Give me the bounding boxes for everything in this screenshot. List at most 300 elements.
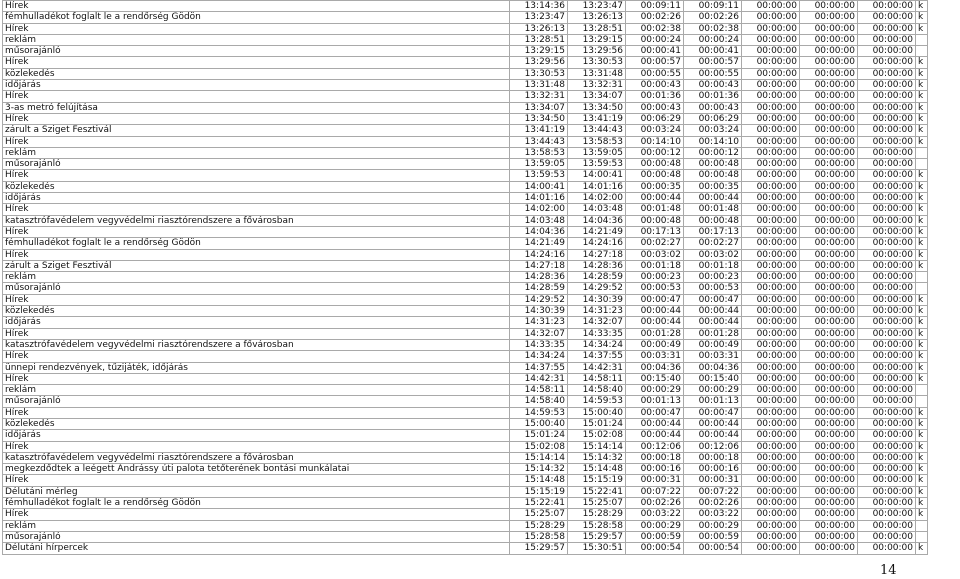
- cell-time-col-8: 00:00:00: [858, 204, 916, 215]
- cell-time-col-7: 00:00:00: [800, 520, 858, 531]
- cell-time-col-7: 00:00:00: [800, 351, 858, 362]
- cell-program-title: katasztrófavédelem vegyvédelmi riasztórendszere a fővárosban: [3, 215, 510, 226]
- cell-time-col-6: 00:00:00: [742, 12, 800, 23]
- table-row: [3, 475, 928, 486]
- cell-start-time: 14:58:11: [510, 385, 568, 396]
- cell-time-col-6: 00:00:00: [742, 215, 800, 226]
- cell-program-title: közlekedés: [3, 68, 510, 79]
- cell-duration: 00:03:22: [626, 509, 684, 520]
- table-row: [3, 498, 928, 509]
- cell-program-title: Hírek: [3, 91, 510, 102]
- cell-end-time: 13:29:15: [568, 34, 626, 45]
- cell-time-col-8: 00:00:00: [858, 317, 916, 328]
- cell-flag: k: [916, 181, 928, 192]
- cell-time-col-6: 00:00:00: [742, 441, 800, 452]
- cell-time-col-8: 00:00:00: [858, 80, 916, 91]
- cell-duration-2: 00:00:35: [684, 181, 742, 192]
- cell-duration: 00:00:55: [626, 68, 684, 79]
- cell-program-title: fémhulladékot foglalt le a rendőrség Gödön: [3, 238, 510, 249]
- cell-start-time: 13:14:36: [510, 1, 568, 12]
- table-row: [3, 215, 928, 226]
- table-row: [3, 418, 928, 429]
- cell-start-time: 15:01:24: [510, 430, 568, 441]
- cell-time-col-8: 00:00:00: [858, 418, 916, 429]
- cell-start-time: 14:28:36: [510, 272, 568, 283]
- cell-duration-2: 00:00:49: [684, 339, 742, 350]
- cell-start-time: 14:04:36: [510, 226, 568, 237]
- cell-time-col-8: 00:00:00: [858, 136, 916, 147]
- broadcast-log-table: [2, 0, 928, 555]
- cell-time-col-8: 00:00:00: [858, 260, 916, 271]
- cell-program-title: közlekedés: [3, 306, 510, 317]
- cell-start-time: 13:31:48: [510, 80, 568, 91]
- cell-flag: [916, 272, 928, 283]
- cell-time-col-7: 00:00:00: [800, 136, 858, 147]
- cell-end-time: 15:28:29: [568, 509, 626, 520]
- table-row: [3, 204, 928, 215]
- cell-time-col-6: 00:00:00: [742, 113, 800, 124]
- cell-time-col-6: 00:00:00: [742, 34, 800, 45]
- cell-time-col-8: 00:00:00: [858, 328, 916, 339]
- cell-duration-2: 00:02:27: [684, 238, 742, 249]
- cell-flag: k: [916, 125, 928, 136]
- cell-duration: 00:00:41: [626, 46, 684, 57]
- cell-time-col-8: 00:00:00: [858, 57, 916, 68]
- cell-flag: k: [916, 113, 928, 124]
- cell-time-col-8: 00:00:00: [858, 339, 916, 350]
- cell-program-title: Hírek: [3, 170, 510, 181]
- table-body: [3, 1, 928, 555]
- table-row: [3, 80, 928, 91]
- cell-end-time: 14:01:16: [568, 181, 626, 192]
- cell-program-title: katasztrófavédelem vegyvédelmi riasztórendszere a fővárosban: [3, 339, 510, 350]
- cell-time-col-8: 00:00:00: [858, 249, 916, 260]
- cell-flag: k: [916, 441, 928, 452]
- cell-duration: 00:00:53: [626, 283, 684, 294]
- cell-time-col-8: 00:00:00: [858, 226, 916, 237]
- cell-flag: k: [916, 509, 928, 520]
- cell-time-col-8: 00:00:00: [858, 430, 916, 441]
- cell-duration-2: 00:00:44: [684, 430, 742, 441]
- cell-end-time: 15:28:58: [568, 520, 626, 531]
- cell-program-title: katasztrófavédelem vegyvédelmi riasztórendszere a fővárosban: [3, 452, 510, 463]
- cell-duration-2: 00:01:18: [684, 260, 742, 271]
- cell-duration-2: 00:00:29: [684, 385, 742, 396]
- cell-flag: [916, 396, 928, 407]
- cell-end-time: 14:34:24: [568, 339, 626, 350]
- cell-program-title: műsorajánló: [3, 46, 510, 57]
- cell-flag: k: [916, 249, 928, 260]
- cell-start-time: 13:59:05: [510, 159, 568, 170]
- cell-flag: k: [916, 170, 928, 181]
- cell-time-col-7: 00:00:00: [800, 102, 858, 113]
- cell-flag: k: [916, 351, 928, 362]
- cell-time-col-8: 00:00:00: [858, 159, 916, 170]
- cell-time-col-6: 00:00:00: [742, 147, 800, 158]
- cell-program-title: Hírek: [3, 351, 510, 362]
- cell-duration: 00:07:22: [626, 486, 684, 497]
- table-row: [3, 373, 928, 384]
- cell-time-col-7: 00:00:00: [800, 430, 858, 441]
- cell-duration: 00:02:26: [626, 498, 684, 509]
- cell-program-title: reklám: [3, 272, 510, 283]
- cell-duration: 00:00:35: [626, 181, 684, 192]
- cell-program-title: Hírek: [3, 328, 510, 339]
- cell-time-col-7: 00:00:00: [800, 328, 858, 339]
- cell-program-title: Hírek: [3, 441, 510, 452]
- table-row: [3, 283, 928, 294]
- table-row: [3, 294, 928, 305]
- cell-end-time: 15:14:14: [568, 441, 626, 452]
- cell-end-time: 13:34:50: [568, 102, 626, 113]
- cell-time-col-6: 00:00:00: [742, 464, 800, 475]
- cell-duration: 00:01:28: [626, 328, 684, 339]
- cell-time-col-7: 00:00:00: [800, 306, 858, 317]
- cell-time-col-7: 00:00:00: [800, 294, 858, 305]
- cell-flag: k: [916, 317, 928, 328]
- cell-start-time: 15:29:57: [510, 543, 568, 554]
- cell-time-col-7: 00:00:00: [800, 12, 858, 23]
- cell-end-time: 14:33:35: [568, 328, 626, 339]
- cell-time-col-6: 00:00:00: [742, 226, 800, 237]
- cell-flag: k: [916, 294, 928, 305]
- cell-duration-2: 00:03:31: [684, 351, 742, 362]
- cell-time-col-7: 00:00:00: [800, 91, 858, 102]
- cell-time-col-8: 00:00:00: [858, 12, 916, 23]
- cell-time-col-6: 00:00:00: [742, 317, 800, 328]
- cell-start-time: 13:29:56: [510, 57, 568, 68]
- page-number: 14: [880, 563, 897, 578]
- cell-start-time: 15:14:32: [510, 464, 568, 475]
- cell-time-col-6: 00:00:00: [742, 531, 800, 542]
- cell-duration-2: 00:00:47: [684, 294, 742, 305]
- table-row: [3, 23, 928, 34]
- cell-duration-2: 00:00:47: [684, 407, 742, 418]
- cell-duration-2: 00:00:59: [684, 531, 742, 542]
- cell-flag: k: [916, 464, 928, 475]
- cell-flag: k: [916, 339, 928, 350]
- cell-flag: k: [916, 543, 928, 554]
- cell-program-title: Hírek: [3, 113, 510, 124]
- table-row: [3, 351, 928, 362]
- cell-duration: 00:00:57: [626, 57, 684, 68]
- table-row: [3, 46, 928, 57]
- cell-duration: 00:00:47: [626, 294, 684, 305]
- cell-duration: 00:02:26: [626, 12, 684, 23]
- cell-program-title: ünnepi rendezvények, tűzijáték, időjárás: [3, 362, 510, 373]
- cell-time-col-6: 00:00:00: [742, 362, 800, 373]
- table-row: [3, 12, 928, 23]
- cell-time-col-8: 00:00:00: [858, 113, 916, 124]
- table-row: [3, 339, 928, 350]
- cell-time-col-7: 00:00:00: [800, 373, 858, 384]
- cell-end-time: 14:29:52: [568, 283, 626, 294]
- cell-flag: k: [916, 430, 928, 441]
- cell-flag: k: [916, 486, 928, 497]
- cell-time-col-8: 00:00:00: [858, 294, 916, 305]
- cell-start-time: 15:00:40: [510, 418, 568, 429]
- cell-start-time: 14:42:31: [510, 373, 568, 384]
- cell-start-time: 14:30:39: [510, 306, 568, 317]
- cell-end-time: 14:24:16: [568, 238, 626, 249]
- cell-time-col-7: 00:00:00: [800, 68, 858, 79]
- cell-duration: 00:00:31: [626, 475, 684, 486]
- table-row: [3, 317, 928, 328]
- cell-duration-2: 00:00:55: [684, 68, 742, 79]
- cell-program-title: megkezdődtek a leégett Andrássy úti palota tetőterének bontási munkálatai: [3, 464, 510, 475]
- cell-time-col-6: 00:00:00: [742, 520, 800, 531]
- cell-time-col-6: 00:00:00: [742, 260, 800, 271]
- cell-program-title: Hírek: [3, 249, 510, 260]
- cell-start-time: 15:14:48: [510, 475, 568, 486]
- cell-time-col-7: 00:00:00: [800, 125, 858, 136]
- cell-program-title: időjárás: [3, 430, 510, 441]
- cell-time-col-7: 00:00:00: [800, 531, 858, 542]
- cell-flag: k: [916, 57, 928, 68]
- cell-flag: [916, 46, 928, 57]
- cell-duration-2: 00:00:48: [684, 159, 742, 170]
- cell-start-time: 14:34:24: [510, 351, 568, 362]
- cell-end-time: 14:28:59: [568, 272, 626, 283]
- cell-flag: k: [916, 12, 928, 23]
- table-row: [3, 509, 928, 520]
- cell-end-time: 13:34:07: [568, 91, 626, 102]
- cell-duration-2: 00:15:40: [684, 373, 742, 384]
- table-row: [3, 68, 928, 79]
- cell-duration: 00:01:13: [626, 396, 684, 407]
- cell-program-title: Hírek: [3, 226, 510, 237]
- cell-time-col-8: 00:00:00: [858, 238, 916, 249]
- cell-time-col-8: 00:00:00: [858, 486, 916, 497]
- cell-duration-2: 00:01:48: [684, 204, 742, 215]
- cell-flag: k: [916, 226, 928, 237]
- cell-time-col-7: 00:00:00: [800, 452, 858, 463]
- cell-flag: [916, 531, 928, 542]
- cell-time-col-6: 00:00:00: [742, 430, 800, 441]
- cell-duration: 00:00:44: [626, 306, 684, 317]
- cell-start-time: 14:03:48: [510, 215, 568, 226]
- cell-duration-2: 00:17:13: [684, 226, 742, 237]
- cell-duration-2: 00:00:16: [684, 464, 742, 475]
- cell-start-time: 13:58:53: [510, 147, 568, 158]
- cell-start-time: 13:59:53: [510, 170, 568, 181]
- table-row: [3, 57, 928, 68]
- cell-program-title: reklám: [3, 520, 510, 531]
- cell-time-col-6: 00:00:00: [742, 294, 800, 305]
- cell-end-time: 13:59:05: [568, 147, 626, 158]
- cell-duration-2: 00:00:31: [684, 475, 742, 486]
- cell-time-col-8: 00:00:00: [858, 147, 916, 158]
- cell-time-col-6: 00:00:00: [742, 272, 800, 283]
- cell-start-time: 14:58:40: [510, 396, 568, 407]
- cell-program-title: Hírek: [3, 294, 510, 305]
- cell-program-title: reklám: [3, 385, 510, 396]
- cell-duration-2: 00:02:26: [684, 498, 742, 509]
- cell-end-time: 15:01:24: [568, 418, 626, 429]
- cell-end-time: 15:14:48: [568, 464, 626, 475]
- cell-duration-2: 00:03:24: [684, 125, 742, 136]
- cell-time-col-6: 00:00:00: [742, 170, 800, 181]
- cell-duration-2: 00:00:12: [684, 147, 742, 158]
- cell-duration: 00:00:44: [626, 418, 684, 429]
- cell-program-title: műsorajánló: [3, 283, 510, 294]
- cell-flag: k: [916, 1, 928, 12]
- cell-duration-2: 00:01:13: [684, 396, 742, 407]
- cell-time-col-8: 00:00:00: [858, 46, 916, 57]
- table-row: [3, 102, 928, 113]
- cell-start-time: 13:28:51: [510, 34, 568, 45]
- cell-start-time: 13:44:43: [510, 136, 568, 147]
- cell-start-time: 15:22:41: [510, 498, 568, 509]
- cell-duration: 00:15:40: [626, 373, 684, 384]
- cell-start-time: 14:32:07: [510, 328, 568, 339]
- cell-time-col-6: 00:00:00: [742, 46, 800, 57]
- cell-end-time: 14:58:11: [568, 373, 626, 384]
- cell-duration: 00:01:18: [626, 260, 684, 271]
- cell-start-time: 13:29:15: [510, 46, 568, 57]
- cell-time-col-8: 00:00:00: [858, 351, 916, 362]
- cell-time-col-6: 00:00:00: [742, 385, 800, 396]
- cell-duration-2: 00:00:57: [684, 57, 742, 68]
- table-row: [3, 385, 928, 396]
- cell-time-col-7: 00:00:00: [800, 418, 858, 429]
- cell-start-time: 14:31:23: [510, 317, 568, 328]
- cell-program-title: Hírek: [3, 136, 510, 147]
- cell-end-time: 15:00:40: [568, 407, 626, 418]
- cell-end-time: 15:22:41: [568, 486, 626, 497]
- cell-duration: 00:00:24: [626, 34, 684, 45]
- cell-flag: k: [916, 306, 928, 317]
- cell-duration: 00:02:38: [626, 23, 684, 34]
- cell-end-time: 14:04:36: [568, 215, 626, 226]
- cell-end-time: 15:02:08: [568, 430, 626, 441]
- cell-time-col-7: 00:00:00: [800, 498, 858, 509]
- cell-duration: 00:17:13: [626, 226, 684, 237]
- cell-end-time: 14:03:48: [568, 204, 626, 215]
- cell-flag: k: [916, 407, 928, 418]
- cell-time-col-7: 00:00:00: [800, 464, 858, 475]
- cell-time-col-7: 00:00:00: [800, 147, 858, 158]
- table-row: [3, 306, 928, 317]
- cell-duration-2: 00:00:44: [684, 306, 742, 317]
- cell-time-col-8: 00:00:00: [858, 441, 916, 452]
- cell-time-col-6: 00:00:00: [742, 351, 800, 362]
- cell-duration-2: 00:00:29: [684, 520, 742, 531]
- table-row: [3, 362, 928, 373]
- cell-start-time: 15:15:19: [510, 486, 568, 497]
- cell-time-col-8: 00:00:00: [858, 181, 916, 192]
- table-row: [3, 170, 928, 181]
- cell-time-col-8: 00:00:00: [858, 531, 916, 542]
- cell-time-col-8: 00:00:00: [858, 373, 916, 384]
- cell-duration: 00:01:48: [626, 204, 684, 215]
- cell-end-time: 13:28:51: [568, 23, 626, 34]
- cell-flag: [916, 283, 928, 294]
- cell-program-title: Hírek: [3, 509, 510, 520]
- cell-time-col-6: 00:00:00: [742, 418, 800, 429]
- cell-time-col-7: 00:00:00: [800, 339, 858, 350]
- cell-time-col-8: 00:00:00: [858, 91, 916, 102]
- cell-duration: 00:01:36: [626, 91, 684, 102]
- cell-time-col-6: 00:00:00: [742, 373, 800, 384]
- table-row: [3, 249, 928, 260]
- cell-end-time: 13:30:53: [568, 57, 626, 68]
- cell-time-col-6: 00:00:00: [742, 543, 800, 554]
- cell-time-col-8: 00:00:00: [858, 34, 916, 45]
- cell-time-col-6: 00:00:00: [742, 57, 800, 68]
- cell-start-time: 14:21:49: [510, 238, 568, 249]
- cell-duration-2: 00:00:44: [684, 317, 742, 328]
- cell-time-col-8: 00:00:00: [858, 102, 916, 113]
- cell-duration: 00:00:23: [626, 272, 684, 283]
- cell-time-col-6: 00:00:00: [742, 80, 800, 91]
- cell-duration: 00:00:29: [626, 520, 684, 531]
- cell-time-col-7: 00:00:00: [800, 170, 858, 181]
- cell-flag: [916, 159, 928, 170]
- cell-duration: 00:00:18: [626, 452, 684, 463]
- cell-time-col-6: 00:00:00: [742, 193, 800, 204]
- cell-duration-2: 00:02:38: [684, 23, 742, 34]
- cell-time-col-8: 00:00:00: [858, 520, 916, 531]
- cell-time-col-6: 00:00:00: [742, 136, 800, 147]
- table-row: [3, 430, 928, 441]
- cell-end-time: 14:02:00: [568, 193, 626, 204]
- cell-program-title: Délutáni mérleg: [3, 486, 510, 497]
- table-row: [3, 452, 928, 463]
- cell-duration: 00:00:48: [626, 215, 684, 226]
- cell-start-time: 13:32:31: [510, 91, 568, 102]
- cell-time-col-8: 00:00:00: [858, 170, 916, 181]
- cell-flag: k: [916, 418, 928, 429]
- table-row: [3, 520, 928, 531]
- cell-end-time: 13:59:53: [568, 159, 626, 170]
- cell-end-time: 13:29:56: [568, 46, 626, 57]
- table-row: [3, 34, 928, 45]
- cell-start-time: 13:30:53: [510, 68, 568, 79]
- cell-program-title: zárult a Sziget Fesztivál: [3, 125, 510, 136]
- cell-duration-2: 00:00:44: [684, 418, 742, 429]
- table-row: [3, 193, 928, 204]
- cell-duration: 00:00:54: [626, 543, 684, 554]
- cell-time-col-7: 00:00:00: [800, 46, 858, 57]
- cell-time-col-7: 00:00:00: [800, 249, 858, 260]
- cell-duration: 00:00:44: [626, 193, 684, 204]
- cell-time-col-7: 00:00:00: [800, 1, 858, 12]
- cell-time-col-6: 00:00:00: [742, 283, 800, 294]
- cell-time-col-8: 00:00:00: [858, 125, 916, 136]
- cell-duration-2: 00:03:22: [684, 509, 742, 520]
- cell-duration: 00:00:48: [626, 170, 684, 181]
- cell-duration: 00:12:06: [626, 441, 684, 452]
- cell-duration-2: 00:03:02: [684, 249, 742, 260]
- cell-time-col-8: 00:00:00: [858, 543, 916, 554]
- cell-time-col-7: 00:00:00: [800, 317, 858, 328]
- table-row: [3, 407, 928, 418]
- cell-duration-2: 00:00:48: [684, 170, 742, 181]
- cell-program-title: Hírek: [3, 373, 510, 384]
- cell-time-col-8: 00:00:00: [858, 193, 916, 204]
- cell-duration: 00:02:27: [626, 238, 684, 249]
- table-row: [3, 147, 928, 158]
- cell-time-col-8: 00:00:00: [858, 452, 916, 463]
- cell-program-title: Hírek: [3, 475, 510, 486]
- cell-duration: 00:00:47: [626, 407, 684, 418]
- cell-start-time: 13:41:19: [510, 125, 568, 136]
- cell-program-title: műsorajánló: [3, 531, 510, 542]
- cell-duration: 00:00:29: [626, 385, 684, 396]
- cell-time-col-6: 00:00:00: [742, 238, 800, 249]
- cell-program-title: Délutáni hírpercek: [3, 543, 510, 554]
